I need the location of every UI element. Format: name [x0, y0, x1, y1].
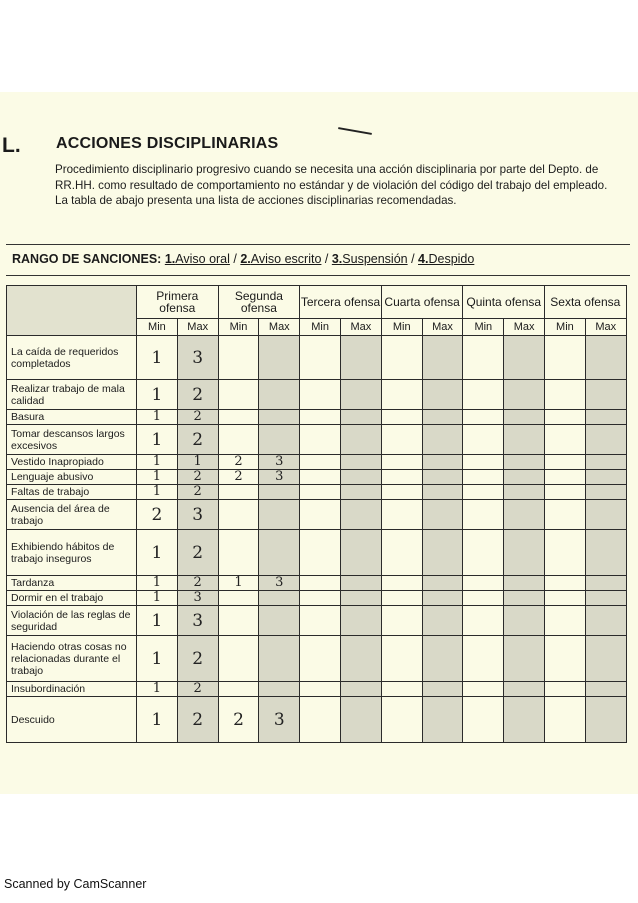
row-label: Tardanza	[7, 576, 137, 591]
min-cell	[218, 606, 259, 636]
max-cell: 2	[177, 380, 218, 410]
max-cell: 3	[259, 455, 300, 470]
max-cell	[341, 470, 382, 485]
min-cell	[545, 470, 586, 485]
min-cell	[545, 500, 586, 530]
max-cell	[585, 455, 626, 470]
max-cell	[422, 591, 463, 606]
max-cell: 3	[177, 606, 218, 636]
row-label: Tomar descansos largos excesivos	[7, 425, 137, 455]
max-cell	[585, 380, 626, 410]
max-cell	[422, 380, 463, 410]
min-cell	[381, 455, 422, 470]
min-cell: 1	[218, 576, 259, 591]
range-sep: /	[229, 252, 241, 266]
table-row	[7, 530, 627, 576]
max-cell	[341, 336, 382, 380]
max-cell	[422, 576, 463, 591]
max-cell	[585, 485, 626, 500]
table-row	[7, 500, 627, 530]
max-cell	[504, 485, 545, 500]
max-cell	[504, 606, 545, 636]
min-cell	[218, 591, 259, 606]
min-cell	[463, 455, 504, 470]
min-cell	[381, 425, 422, 455]
max-cell	[585, 500, 626, 530]
max-cell	[341, 606, 382, 636]
min-cell: 1	[137, 336, 178, 380]
scanned-page	[0, 92, 638, 794]
sanctions-table	[6, 285, 627, 743]
max-cell	[585, 697, 626, 743]
max-cell	[341, 485, 382, 500]
min-header: Min	[300, 319, 341, 336]
min-cell	[381, 682, 422, 697]
min-cell: 1	[137, 410, 178, 425]
max-cell	[585, 606, 626, 636]
min-cell	[545, 410, 586, 425]
min-cell	[381, 336, 422, 380]
max-cell: 2	[177, 425, 218, 455]
min-cell	[463, 410, 504, 425]
min-cell	[218, 682, 259, 697]
table-row	[7, 485, 627, 500]
sanction-range-bar	[6, 244, 630, 276]
range-label: RANGO DE SANCIONES:	[12, 252, 162, 266]
max-cell	[585, 591, 626, 606]
min-cell	[463, 697, 504, 743]
table-row	[7, 425, 627, 455]
min-cell: 2	[218, 470, 259, 485]
max-cell: 2	[177, 530, 218, 576]
max-cell	[422, 425, 463, 455]
table-row	[7, 470, 627, 485]
min-cell	[463, 682, 504, 697]
row-label: Exhibiendo hábitos de trabajo inseguros	[7, 530, 137, 576]
row-label: Lenguaje abusivo	[7, 470, 137, 485]
min-cell: 1	[137, 576, 178, 591]
max-cell	[341, 410, 382, 425]
max-cell	[585, 682, 626, 697]
min-cell	[381, 500, 422, 530]
max-cell	[259, 530, 300, 576]
row-label: La caída de requeridos completados	[7, 336, 137, 380]
min-cell	[218, 336, 259, 380]
table-row	[7, 576, 627, 591]
max-cell	[341, 530, 382, 576]
min-cell	[463, 591, 504, 606]
max-cell: 3	[177, 336, 218, 380]
max-cell	[259, 485, 300, 500]
max-cell	[504, 410, 545, 425]
max-cell	[341, 591, 382, 606]
max-cell	[504, 682, 545, 697]
min-cell: 1	[137, 591, 178, 606]
min-cell	[300, 485, 341, 500]
min-cell	[545, 682, 586, 697]
min-cell	[218, 380, 259, 410]
max-cell	[585, 530, 626, 576]
range-num-1: 1.	[164, 252, 176, 266]
min-cell	[381, 470, 422, 485]
min-cell: 1	[137, 485, 178, 500]
min-cell	[300, 591, 341, 606]
max-cell	[504, 500, 545, 530]
offense-header: Quinta ofensa	[463, 286, 545, 319]
min-cell	[463, 470, 504, 485]
max-header: Max	[341, 319, 382, 336]
max-cell	[585, 576, 626, 591]
min-cell	[381, 576, 422, 591]
section-number: L.	[2, 134, 21, 157]
max-cell	[259, 591, 300, 606]
min-cell	[300, 410, 341, 425]
min-cell	[300, 576, 341, 591]
row-label: Dormir en el trabajo	[7, 591, 137, 606]
min-cell: 1	[137, 470, 178, 485]
min-cell	[300, 425, 341, 455]
max-cell: 2	[177, 697, 218, 743]
max-cell: 3	[177, 591, 218, 606]
min-cell: 1	[137, 455, 178, 470]
max-cell: 1	[177, 455, 218, 470]
max-cell	[422, 500, 463, 530]
max-cell	[504, 425, 545, 455]
min-cell	[545, 336, 586, 380]
max-header: Max	[585, 319, 626, 336]
min-cell	[381, 410, 422, 425]
range-sep: /	[321, 252, 332, 266]
min-cell	[218, 485, 259, 500]
max-cell	[259, 500, 300, 530]
min-cell	[545, 697, 586, 743]
range-item-2: Aviso escrito	[250, 252, 322, 266]
min-cell: 2	[218, 455, 259, 470]
max-cell	[504, 591, 545, 606]
max-cell	[585, 425, 626, 455]
row-label: Realizar trabajo de mala calidad	[7, 380, 137, 410]
max-cell	[422, 485, 463, 500]
min-cell	[463, 380, 504, 410]
min-cell	[218, 425, 259, 455]
header-corner	[7, 286, 137, 336]
table-row	[7, 336, 627, 380]
max-cell	[422, 682, 463, 697]
min-cell	[463, 336, 504, 380]
scanner-footer: Scanned by CamScanner	[4, 877, 147, 891]
max-cell	[422, 470, 463, 485]
range-num-2: 2.	[240, 252, 251, 266]
range-item-4: Despido	[428, 252, 475, 266]
max-cell	[259, 410, 300, 425]
min-cell	[381, 530, 422, 576]
min-cell	[218, 500, 259, 530]
max-cell	[504, 455, 545, 470]
max-cell	[341, 425, 382, 455]
min-cell	[300, 380, 341, 410]
min-cell: 1	[137, 425, 178, 455]
max-cell	[341, 636, 382, 682]
min-cell	[545, 425, 586, 455]
max-cell	[504, 380, 545, 410]
min-cell	[545, 455, 586, 470]
min-header: Min	[545, 319, 586, 336]
max-cell	[585, 336, 626, 380]
min-cell	[381, 591, 422, 606]
min-header: Min	[137, 319, 178, 336]
max-cell	[422, 336, 463, 380]
min-cell	[218, 410, 259, 425]
max-cell	[259, 606, 300, 636]
min-cell	[545, 530, 586, 576]
min-cell: 1	[137, 636, 178, 682]
section-title: ACCIONES DISCIPLINARIAS	[56, 135, 279, 152]
max-cell	[341, 455, 382, 470]
range-item-3: Suspensión	[342, 252, 408, 266]
max-cell	[585, 470, 626, 485]
min-cell	[463, 636, 504, 682]
max-cell	[504, 697, 545, 743]
min-cell: 2	[218, 697, 259, 743]
table-body	[7, 336, 627, 743]
min-cell	[545, 485, 586, 500]
min-cell	[381, 697, 422, 743]
table-row	[7, 697, 627, 743]
offense-header: Primera ofensa	[137, 286, 219, 319]
min-cell	[381, 485, 422, 500]
min-cell	[218, 636, 259, 682]
offense-header: Cuarta ofensa	[381, 286, 463, 319]
max-cell: 3	[177, 500, 218, 530]
min-cell	[381, 606, 422, 636]
max-cell: 3	[259, 576, 300, 591]
table-row	[7, 380, 627, 410]
max-cell: 2	[177, 470, 218, 485]
min-cell	[463, 606, 504, 636]
max-cell	[259, 682, 300, 697]
min-cell	[300, 606, 341, 636]
pen-stroke	[338, 127, 372, 135]
max-cell	[341, 500, 382, 530]
max-cell	[422, 697, 463, 743]
intro-paragraph: Procedimiento disciplinario progresivo cuando se necesita una acción disciplinaria por parte del Depto. de RR.HH. como resultado de comportamiento no estándar y de violación del código del trabajo del empleado. La tabla de abajo presenta una lista de acciones disciplinarias recomendadas.	[55, 163, 608, 207]
max-cell: 2	[177, 682, 218, 697]
min-cell	[463, 530, 504, 576]
min-cell	[463, 576, 504, 591]
max-cell	[259, 425, 300, 455]
max-cell: 2	[177, 485, 218, 500]
max-cell	[341, 576, 382, 591]
min-cell	[463, 500, 504, 530]
row-label: Vestido Inapropiado	[7, 455, 137, 470]
min-cell	[545, 576, 586, 591]
table-row	[7, 606, 627, 636]
row-label: Insubordinación	[7, 682, 137, 697]
max-cell	[422, 606, 463, 636]
sanction-range	[12, 252, 474, 266]
max-cell	[504, 576, 545, 591]
max-cell	[422, 636, 463, 682]
offense-header-row	[7, 286, 627, 319]
max-cell: 2	[177, 636, 218, 682]
max-cell	[259, 336, 300, 380]
range-num-4: 4.	[418, 252, 429, 266]
max-cell	[422, 410, 463, 425]
min-header: Min	[381, 319, 422, 336]
min-cell	[545, 606, 586, 636]
min-cell: 1	[137, 697, 178, 743]
min-cell	[300, 682, 341, 697]
min-cell	[300, 455, 341, 470]
min-cell	[545, 591, 586, 606]
table-row	[7, 636, 627, 682]
min-cell	[463, 485, 504, 500]
row-label: Violación de las reglas de seguridad	[7, 606, 137, 636]
max-cell	[504, 530, 545, 576]
max-cell	[259, 636, 300, 682]
max-header: Max	[504, 319, 545, 336]
min-cell	[300, 336, 341, 380]
table-row	[7, 591, 627, 606]
min-cell	[300, 530, 341, 576]
max-header: Max	[177, 319, 218, 336]
min-cell	[545, 380, 586, 410]
max-cell: 3	[259, 697, 300, 743]
max-cell: 2	[177, 410, 218, 425]
table-row	[7, 455, 627, 470]
offense-header: Tercera ofensa	[300, 286, 382, 319]
table-row	[7, 682, 627, 697]
max-cell	[259, 380, 300, 410]
range-item-1: Aviso oral	[175, 252, 230, 266]
min-cell	[300, 697, 341, 743]
max-cell: 3	[259, 470, 300, 485]
max-cell	[585, 636, 626, 682]
min-cell: 1	[137, 606, 178, 636]
max-cell	[504, 336, 545, 380]
row-label: Basura	[7, 410, 137, 425]
min-cell	[300, 470, 341, 485]
offense-header: Sexta ofensa	[545, 286, 627, 319]
max-cell	[341, 682, 382, 697]
row-label: Haciendo otras cosas no relacionadas durante el trabajo	[7, 636, 137, 682]
max-cell	[422, 530, 463, 576]
max-cell	[585, 410, 626, 425]
range-num-3: 3.	[331, 252, 343, 266]
max-cell	[341, 697, 382, 743]
min-cell: 1	[137, 530, 178, 576]
min-cell	[218, 530, 259, 576]
max-cell: 2	[177, 576, 218, 591]
row-label: Ausencia del área de trabajo	[7, 500, 137, 530]
row-label: Faltas de trabajo	[7, 485, 137, 500]
min-cell	[463, 425, 504, 455]
range-sep: /	[407, 252, 419, 266]
min-cell	[381, 636, 422, 682]
min-cell: 1	[137, 380, 178, 410]
min-cell	[381, 380, 422, 410]
row-label: Descuido	[7, 697, 137, 743]
min-header: Min	[218, 319, 259, 336]
min-header: Min	[463, 319, 504, 336]
max-cell	[341, 380, 382, 410]
max-cell	[422, 455, 463, 470]
max-cell	[504, 470, 545, 485]
min-cell: 1	[137, 682, 178, 697]
min-cell	[300, 636, 341, 682]
max-header: Max	[422, 319, 463, 336]
max-header: Max	[259, 319, 300, 336]
min-cell: 2	[137, 500, 178, 530]
min-cell	[545, 636, 586, 682]
min-cell	[300, 500, 341, 530]
table-row	[7, 410, 627, 425]
max-cell	[504, 636, 545, 682]
offense-header: Segunda ofensa	[218, 286, 300, 319]
